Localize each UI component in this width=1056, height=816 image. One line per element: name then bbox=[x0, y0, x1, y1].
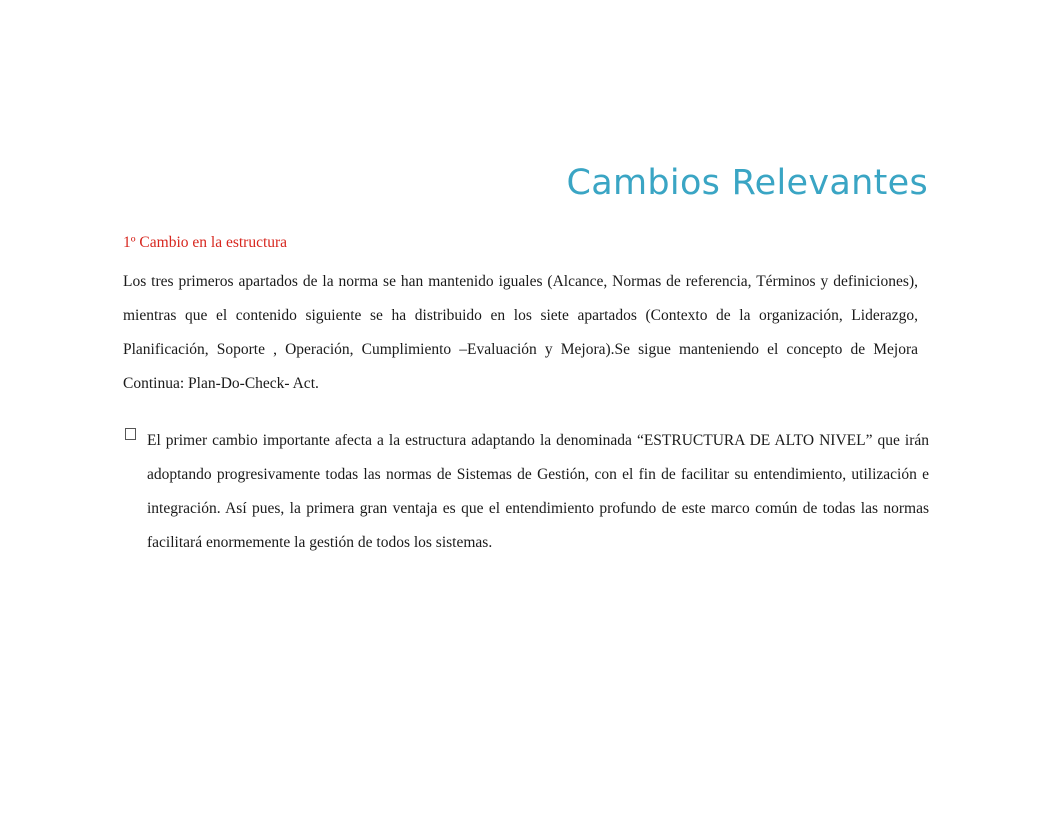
section-subtitle: 1º Cambio en la estructura bbox=[123, 234, 288, 251]
square-bullet-icon bbox=[125, 428, 136, 440]
bullet-paragraph: El primer cambio importante afecta a la estructura adaptando la denominada “ESTRUCTURA DE ALTO NIVEL” que irán adoptando progresivamente todas las normas de Sistemas de Gestión, con el fin de facilitar su entendimiento, utilización e integración. Así pues, la primera gran ventaja es que el entendimiento profundo de este marco común de todas las normas facilitará enormemente la gestión de todos los sistemas. bbox=[147, 432, 929, 551]
bullet-item bbox=[123, 424, 929, 560]
page-title: Cambios Relevantes bbox=[566, 163, 928, 203]
body-paragraph: Los tres primeros apartados de la norma se han mantenido iguales (Alcance, Normas de referencia, Términos y definiciones), mientras que el contenido siguiente se ha distribuido en los siete apartados (Contexto de la organización, Liderazgo, Planificación, Soporte , Operación, Cumplimiento –Evaluación y Mejora).Se sigue manteniendo el concepto de Mejora Continua: Plan-Do-Check- Act. bbox=[123, 273, 918, 392]
